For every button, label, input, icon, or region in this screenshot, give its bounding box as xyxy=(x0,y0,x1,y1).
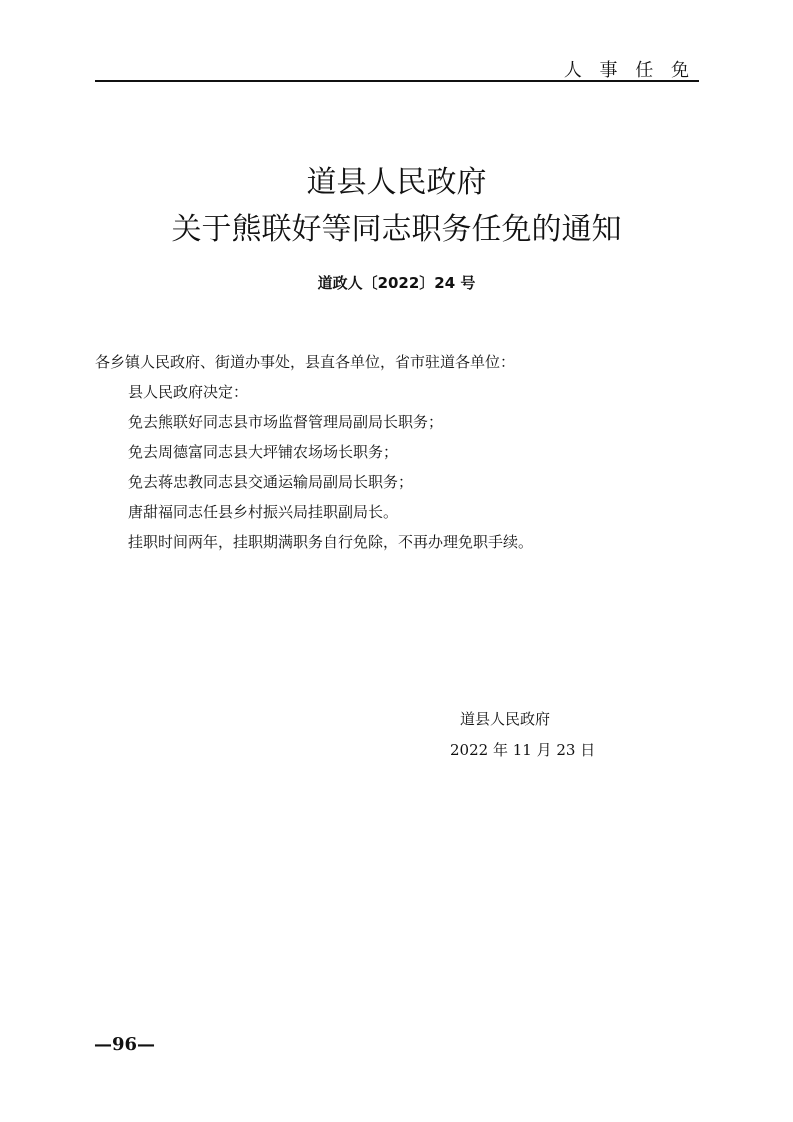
document-body xyxy=(95,347,705,557)
section-header-label: 人 事 任 免 xyxy=(563,60,695,81)
body-paragraph: 免去蒋忠教同志县交通运输局副局长职务； xyxy=(128,473,414,491)
body-paragraph: 县人民政府决定： xyxy=(128,383,249,401)
body-paragraph: 唐甜福同志任县乡村振兴局挂职副局长。 xyxy=(128,503,399,521)
page-number: —96— xyxy=(94,1034,156,1055)
body-paragraph: 免去熊联好同志县市场监督管理局副局长职务； xyxy=(128,413,444,431)
salutation: 各乡镇人民政府、街道办事处，县直各单位，省市驻道各单位： xyxy=(95,353,516,371)
body-paragraph: 免去周德富同志县大坪铺农场场长职务； xyxy=(128,443,399,461)
document-title-line-1: 道县人民政府 xyxy=(306,165,487,200)
issue-date: 2022 年 11 月 23 日 xyxy=(450,741,596,759)
header-divider xyxy=(95,80,699,82)
document-number: 道政人〔2022〕24 号 xyxy=(317,274,476,292)
body-paragraph: 挂职时间两年，挂职期满职务自行免除，不再办理免职手续。 xyxy=(128,533,534,551)
document-title-line-2: 关于熊联好等同志职务任免的通知 xyxy=(171,212,622,247)
issuer-name: 道县人民政府 xyxy=(460,710,551,728)
signature-block xyxy=(450,704,595,766)
